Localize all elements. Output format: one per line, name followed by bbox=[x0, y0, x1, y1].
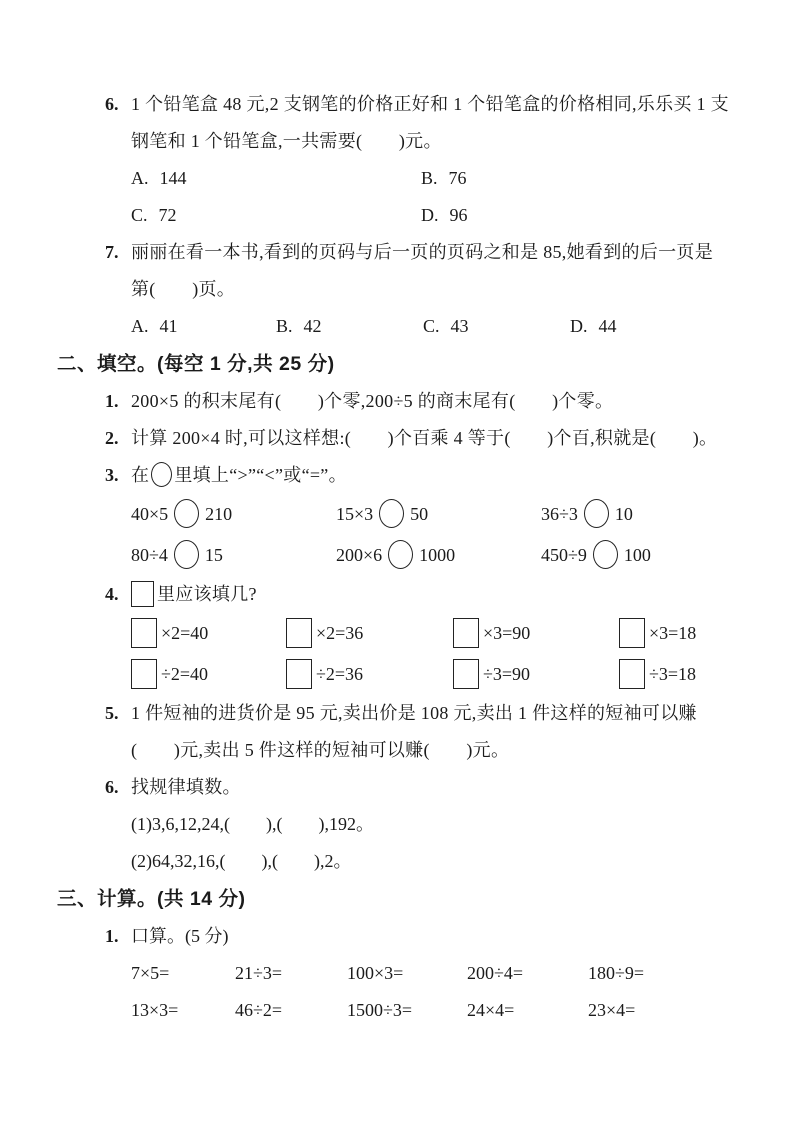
answer-box bbox=[619, 618, 645, 648]
answer-box bbox=[619, 659, 645, 689]
equation-text: ÷2=40 bbox=[161, 664, 209, 684]
question-number: 2. bbox=[105, 428, 119, 448]
question-body bbox=[131, 383, 731, 420]
oral-calc-item: 100×3= bbox=[347, 963, 404, 983]
option-label: B. bbox=[421, 168, 438, 188]
option-label: A. bbox=[131, 316, 149, 336]
option-label: D. bbox=[570, 316, 588, 336]
option-label: C. bbox=[423, 316, 440, 336]
oral-calc-item: 24×4= bbox=[467, 1000, 515, 1020]
pattern-sequence-1: (1)3,6,12,24,( ),( ),192。 bbox=[131, 814, 374, 834]
box-row-2 bbox=[131, 654, 731, 695]
circle-icon bbox=[151, 462, 172, 487]
equation-text: ÷3=90 bbox=[483, 664, 531, 684]
equation-text: ÷2=36 bbox=[316, 664, 364, 684]
right-number: 1000 bbox=[419, 545, 456, 565]
option-b bbox=[276, 308, 423, 345]
box-item bbox=[131, 613, 286, 654]
question-prompt bbox=[131, 576, 731, 613]
answer-box bbox=[453, 659, 479, 689]
option-label: D. bbox=[421, 205, 439, 225]
question-body bbox=[131, 86, 731, 234]
answer-box bbox=[286, 659, 312, 689]
answer-circle bbox=[388, 540, 413, 569]
question-body bbox=[131, 234, 731, 345]
oral-calc-item: 46÷2= bbox=[235, 1000, 283, 1020]
left-expression: 450÷9 bbox=[541, 545, 587, 565]
question-prompt bbox=[131, 457, 731, 494]
compare-item bbox=[131, 494, 336, 535]
question-body bbox=[131, 420, 731, 457]
oral-calc-label: 口算。(5 分) bbox=[131, 926, 229, 946]
oral-calc-item: 23×4= bbox=[588, 1000, 636, 1020]
calc-question-1 bbox=[105, 918, 731, 1029]
compare-item bbox=[336, 535, 541, 576]
left-expression: 80÷4 bbox=[131, 545, 168, 565]
box-item bbox=[453, 654, 619, 695]
option-value: 41 bbox=[159, 316, 178, 336]
options-grid bbox=[131, 308, 731, 345]
answer-circle bbox=[584, 499, 609, 528]
prompt-pre-text: 在 bbox=[131, 465, 150, 485]
equation-text: ×3=18 bbox=[649, 623, 697, 643]
compare-row-1 bbox=[131, 494, 731, 535]
question-body bbox=[131, 918, 731, 1029]
section-3-title: 三、计算。(共 14 分) bbox=[57, 888, 246, 910]
compare-item bbox=[131, 535, 336, 576]
choice-question-7 bbox=[105, 234, 731, 345]
oral-calc-item: 21÷3= bbox=[235, 963, 283, 983]
box-item bbox=[131, 654, 286, 695]
answer-circle bbox=[379, 499, 404, 528]
question-number: 5. bbox=[105, 703, 119, 723]
right-number: 210 bbox=[205, 504, 233, 524]
question-text: 计算 200×4 时,可以这样想:( )个百乘 4 等于( )个百,积就是( )。 bbox=[131, 428, 718, 448]
answer-circle bbox=[593, 540, 618, 569]
oral-calc-row-1 bbox=[131, 955, 731, 992]
left-expression: 40×5 bbox=[131, 504, 169, 524]
question-number: 6. bbox=[105, 94, 119, 114]
fill-question-1 bbox=[105, 383, 731, 420]
left-expression: 200×6 bbox=[336, 545, 383, 565]
answer-box bbox=[286, 618, 312, 648]
oral-calc-item: 7×5= bbox=[131, 963, 170, 983]
question-body bbox=[131, 695, 731, 769]
option-a bbox=[131, 160, 421, 197]
equation-text: ÷3=18 bbox=[649, 664, 697, 684]
question-number: 4. bbox=[105, 584, 119, 604]
question-number: 7. bbox=[105, 242, 119, 262]
option-b bbox=[421, 160, 731, 197]
answer-box bbox=[453, 618, 479, 648]
left-expression: 36÷3 bbox=[541, 504, 578, 524]
option-value: 96 bbox=[449, 205, 468, 225]
answer-circle bbox=[174, 499, 199, 528]
question-number: 1. bbox=[105, 926, 119, 946]
prompt-post-text: 里应该填几? bbox=[157, 584, 257, 604]
option-value: 44 bbox=[598, 316, 617, 336]
equation-text: ×3=90 bbox=[483, 623, 531, 643]
question-text: 200×5 的积末尾有( )个零,200÷5 的商末尾有( )个零。 bbox=[131, 391, 614, 411]
option-c bbox=[131, 197, 421, 234]
right-number: 50 bbox=[410, 504, 429, 524]
section-2-title: 二、填空。(每空 1 分,共 25 分) bbox=[57, 353, 335, 375]
question-number: 1. bbox=[105, 391, 119, 411]
right-number: 15 bbox=[204, 545, 223, 565]
option-value: 42 bbox=[303, 316, 322, 336]
right-number: 10 bbox=[614, 504, 633, 524]
fill-question-2 bbox=[105, 420, 731, 457]
compare-row-2 bbox=[131, 535, 731, 576]
oral-calc-item: 13×3= bbox=[131, 1000, 179, 1020]
prompt-post-text: 里填上“>”“<”或“=”。 bbox=[174, 465, 347, 485]
oral-calc-item: 180÷9= bbox=[588, 963, 645, 983]
oral-calc-row-2 bbox=[131, 992, 731, 1029]
box-row-1 bbox=[131, 613, 731, 654]
option-label: C. bbox=[131, 205, 148, 225]
fill-question-4 bbox=[105, 576, 731, 695]
question-body bbox=[131, 769, 731, 880]
question-number: 3. bbox=[105, 465, 119, 485]
oral-calc-item: 200÷4= bbox=[467, 963, 524, 983]
option-value: 43 bbox=[450, 316, 469, 336]
option-value: 72 bbox=[158, 205, 177, 225]
equation-text: ×2=40 bbox=[161, 623, 209, 643]
compare-item bbox=[336, 494, 541, 535]
compare-item bbox=[541, 494, 731, 535]
option-label: A. bbox=[131, 168, 149, 188]
fill-question-3 bbox=[105, 457, 731, 576]
question-number: 6. bbox=[105, 777, 119, 797]
square-icon bbox=[131, 581, 154, 607]
pattern-sequence-2: (2)64,32,16,( ),( ),2。 bbox=[131, 851, 352, 871]
option-d bbox=[421, 197, 731, 234]
question-text: 找规律填数。 bbox=[131, 777, 241, 797]
option-a bbox=[131, 308, 276, 345]
oral-calc-item: 1500÷3= bbox=[347, 1000, 413, 1020]
box-item bbox=[453, 613, 619, 654]
fill-question-5 bbox=[105, 695, 731, 769]
question-text: 1 个铅笔盒 48 元,2 支钢笔的价格正好和 1 个铅笔盒的价格相同,乐乐买 1 支钢笔和 1 个铅笔盒,一共需要( )元。 bbox=[131, 94, 729, 151]
question-text: 1 件短袖的进货价是 95 元,卖出价是 108 元,卖出 1 件这样的短袖可以赚( )元,卖出 5 件这样的短袖可以赚( )元。 bbox=[131, 703, 697, 760]
fill-question-6 bbox=[105, 769, 731, 880]
question-body bbox=[131, 457, 731, 576]
right-number: 100 bbox=[623, 545, 651, 565]
option-c bbox=[423, 308, 570, 345]
box-item bbox=[286, 613, 453, 654]
equation-text: ×2=36 bbox=[316, 623, 364, 643]
question-body bbox=[131, 576, 731, 695]
option-value: 76 bbox=[448, 168, 467, 188]
answer-box bbox=[131, 618, 157, 648]
box-item bbox=[619, 654, 731, 695]
option-value: 144 bbox=[159, 168, 187, 188]
left-expression: 15×3 bbox=[336, 504, 374, 524]
answer-circle bbox=[174, 540, 199, 569]
box-item bbox=[619, 613, 731, 654]
answer-box bbox=[131, 659, 157, 689]
option-label: B. bbox=[276, 316, 293, 336]
compare-item bbox=[541, 535, 731, 576]
question-text: 丽丽在看一本书,看到的页码与后一页的页码之和是 85,她看到的后一页是第( )页。 bbox=[131, 242, 713, 299]
choice-question-6 bbox=[105, 86, 731, 234]
box-item bbox=[286, 654, 453, 695]
option-d bbox=[570, 308, 731, 345]
options-grid bbox=[131, 160, 731, 234]
